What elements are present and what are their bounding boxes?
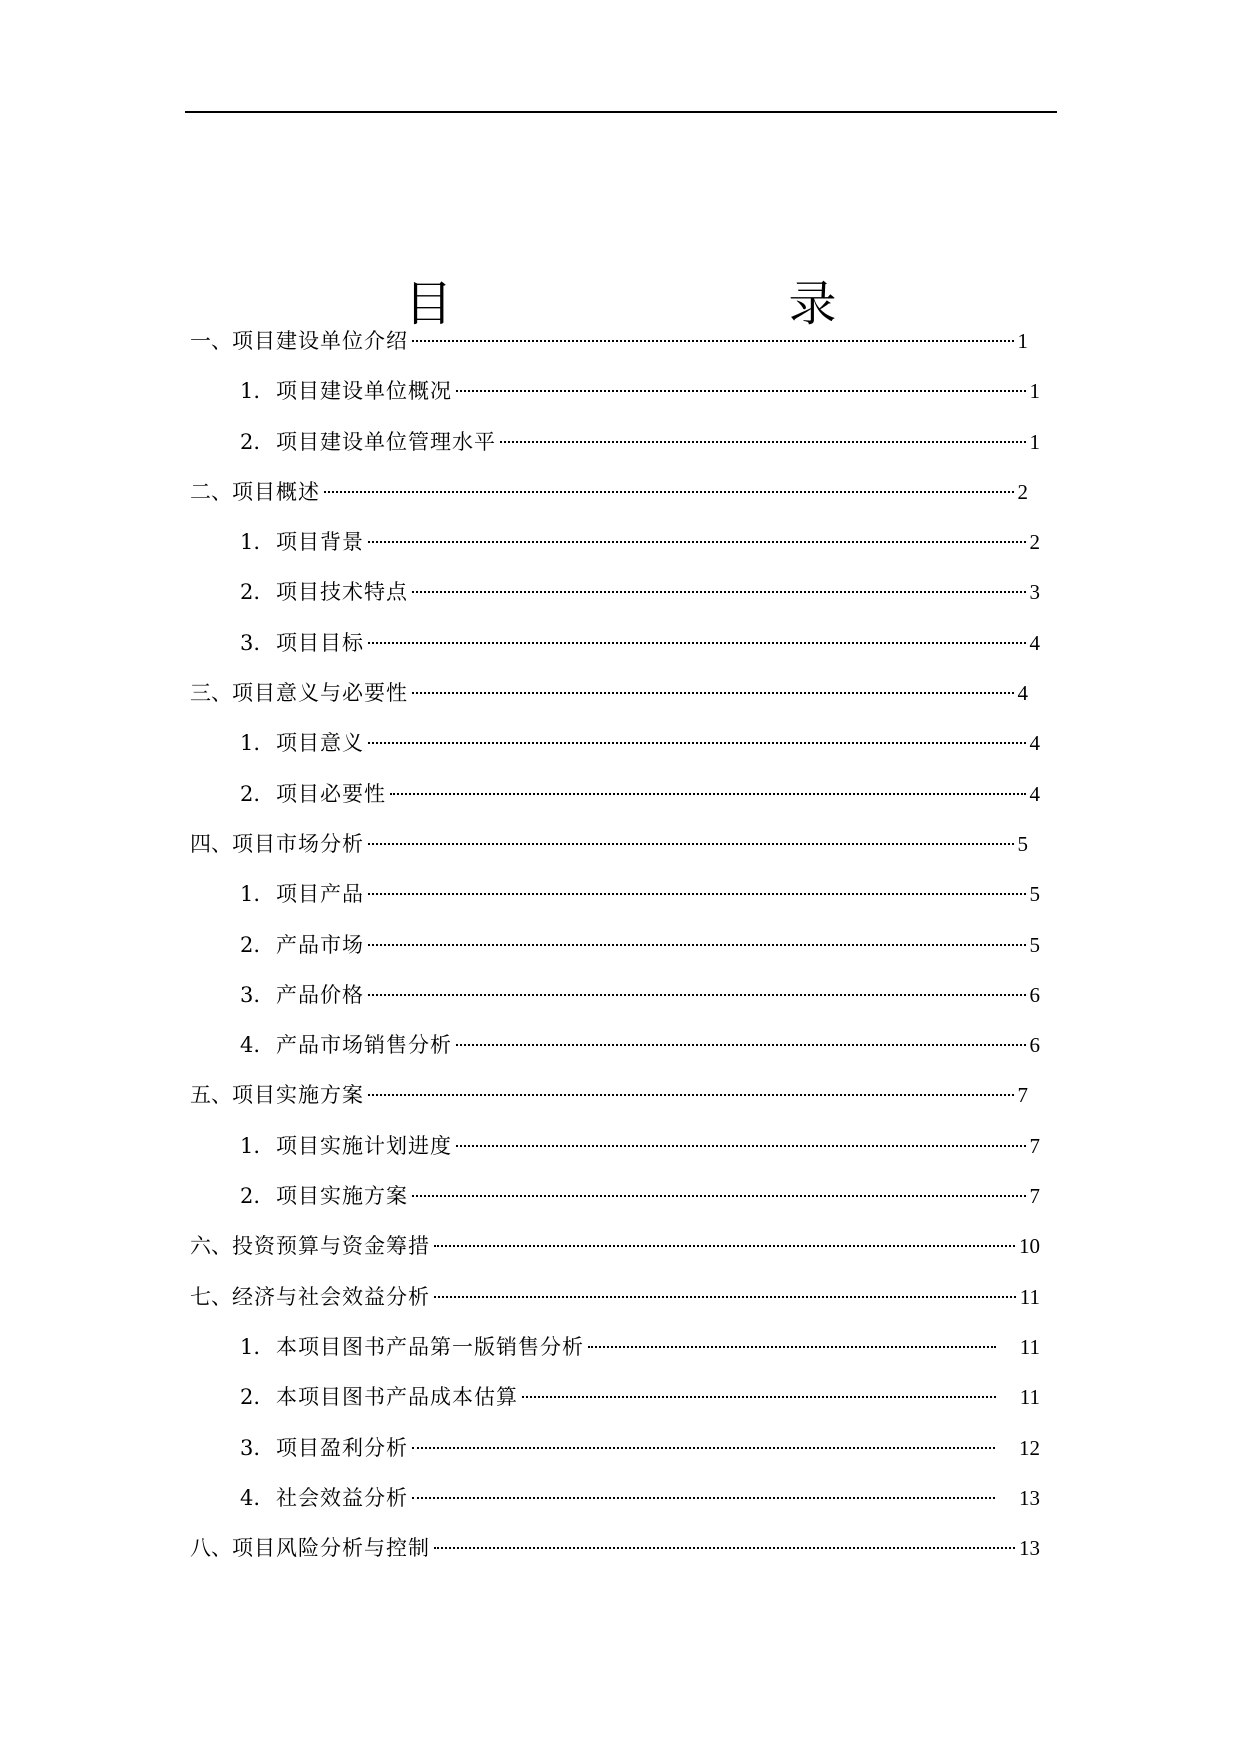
toc-dot-leader (368, 742, 1025, 744)
toc-entry-title: 项目概述 (232, 479, 320, 504)
toc-dot-leader (500, 441, 1025, 443)
toc-page-number: 6 (1029, 982, 1040, 1007)
toc-entry-title: 项目背景 (276, 530, 365, 555)
toc-entry-title: 产品市场销售分析 (276, 1033, 453, 1058)
toc-subsection-entry[interactable] (190, 972, 1040, 1022)
toc-subsection-entry[interactable] (190, 569, 1040, 619)
toc-subsection-entry[interactable] (190, 620, 1040, 670)
toc-page-number: 11 (1019, 1284, 1040, 1309)
toc-entry-number: 2. (240, 580, 261, 605)
toc-page-number: 1 (1029, 429, 1040, 454)
toc-entry-number: 2. (240, 781, 261, 806)
toc-subsection-entry[interactable] (190, 419, 1040, 469)
table-of-contents (190, 318, 1040, 1575)
toc-entry-title: 产品价格 (276, 982, 365, 1007)
toc-entry-title: 项目风险分析与控制 (232, 1536, 430, 1561)
toc-dot-leader (390, 793, 1025, 795)
toc-entry-number: 七、 (190, 1284, 232, 1309)
toc-subsection-entry[interactable] (190, 519, 1040, 569)
toc-page-number: 4 (1029, 630, 1040, 655)
toc-page-number: 1 (1029, 379, 1040, 404)
toc-entry-number: 2. (240, 932, 261, 957)
toc-section-entry[interactable] (190, 1223, 1040, 1273)
toc-entry-title: 项目建设单位管理水平 (276, 429, 497, 454)
toc-entry-number: 四、 (190, 831, 232, 856)
toc-dot-leader (368, 994, 1025, 996)
toc-dot-leader (412, 692, 1014, 694)
toc-subsection-entry[interactable] (190, 368, 1040, 418)
toc-dot-leader (434, 1296, 1016, 1298)
toc-entry-number: 3. (240, 630, 261, 655)
toc-dot-leader (412, 591, 1025, 593)
toc-page-number: 13 (1019, 1485, 1040, 1510)
toc-entry-number: 二、 (190, 479, 232, 504)
toc-page-number: 5 (1029, 932, 1040, 957)
toc-subsection-entry[interactable] (190, 922, 1040, 972)
toc-entry-number: 2. (240, 1184, 261, 1209)
toc-entry-title: 项目意义与必要性 (232, 681, 408, 706)
toc-dot-leader (412, 340, 1014, 342)
toc-title: 目 录 (404, 276, 917, 333)
toc-entry-title: 项目市场分析 (232, 831, 364, 856)
toc-dot-leader (456, 1044, 1025, 1046)
toc-entry-title: 项目必要性 (276, 781, 387, 806)
toc-entry-title: 产品市场 (276, 932, 365, 957)
toc-entry-title: 项目产品 (276, 882, 365, 907)
toc-page-number: 7 (1017, 1083, 1028, 1108)
toc-entry-title: 项目实施方案 (232, 1083, 364, 1108)
toc-entry-number: 2. (240, 1385, 261, 1410)
toc-dot-leader (368, 1094, 1014, 1096)
toc-entry-number: 3. (240, 982, 261, 1007)
toc-entry-title: 经济与社会效益分析 (232, 1284, 430, 1309)
toc-section-entry[interactable] (190, 318, 1040, 368)
toc-page-number: 3 (1029, 580, 1040, 605)
toc-entry-number: 八、 (190, 1536, 232, 1561)
header-rule (185, 111, 1057, 113)
toc-dot-leader (368, 642, 1025, 644)
toc-dot-leader (368, 843, 1014, 845)
toc-dot-leader (368, 944, 1025, 946)
toc-dot-leader (434, 1547, 1015, 1549)
toc-page-number: 2 (1017, 479, 1028, 504)
toc-entry-number: 1. (240, 530, 261, 555)
toc-page-number: 11 (1019, 1334, 1040, 1359)
toc-entry-number: 1. (240, 1133, 261, 1158)
toc-subsection-entry[interactable] (190, 1374, 1040, 1424)
toc-page-number: 5 (1029, 882, 1040, 907)
toc-entry-number: 2. (240, 429, 261, 454)
toc-entry-number: 1. (240, 1334, 261, 1359)
toc-page-number: 12 (1019, 1435, 1040, 1460)
toc-entry-title: 项目建设单位介绍 (232, 329, 408, 353)
toc-page-number: 13 (1019, 1536, 1040, 1561)
toc-page-number: 6 (1029, 1033, 1040, 1058)
toc-entry-number: 一、 (190, 329, 232, 353)
toc-dot-leader (434, 1245, 1015, 1247)
toc-entry-number: 1. (240, 379, 261, 404)
toc-entry-title: 本项目图书产品成本估算 (276, 1385, 519, 1410)
toc-entry-number: 3. (240, 1435, 261, 1460)
toc-dot-leader (456, 1145, 1025, 1147)
toc-dot-leader (368, 893, 1025, 895)
toc-dot-leader (412, 1447, 995, 1449)
toc-section-entry[interactable] (190, 821, 1040, 871)
toc-entry-number: 4. (240, 1485, 261, 1510)
toc-entry-title: 本项目图书产品第一版销售分析 (276, 1334, 585, 1359)
toc-dot-leader (412, 1195, 1025, 1197)
toc-page-number: 2 (1029, 530, 1040, 555)
toc-page-number: 4 (1017, 681, 1028, 706)
toc-dot-leader (456, 390, 1025, 392)
toc-entry-title: 投资预算与资金筹措 (232, 1234, 430, 1259)
toc-page-number: 4 (1029, 731, 1040, 756)
toc-page-number: 7 (1029, 1133, 1040, 1158)
toc-page-number: 7 (1029, 1184, 1040, 1209)
toc-subsection-entry[interactable] (190, 1173, 1040, 1223)
toc-dot-leader (522, 1396, 996, 1398)
toc-entry-title: 项目实施方案 (276, 1184, 409, 1209)
toc-subsection-entry[interactable] (190, 720, 1040, 770)
toc-entry-title: 项目盈利分析 (276, 1435, 409, 1460)
toc-dot-leader (412, 1497, 995, 1499)
toc-dot-leader (324, 491, 1014, 493)
toc-subsection-entry[interactable] (190, 1123, 1040, 1173)
toc-entry-number: 三、 (190, 681, 232, 706)
toc-subsection-entry[interactable] (190, 1324, 1040, 1374)
toc-entry-number: 五、 (190, 1083, 232, 1108)
toc-page-number: 1 (1017, 329, 1028, 353)
toc-section-entry[interactable] (190, 469, 1040, 519)
toc-page-number: 11 (1019, 1385, 1040, 1410)
toc-subsection-entry[interactable] (190, 1475, 1040, 1525)
toc-subsection-entry[interactable] (190, 1425, 1040, 1475)
toc-page-number: 10 (1019, 1234, 1040, 1259)
toc-entry-title: 项目技术特点 (276, 580, 409, 605)
toc-subsection-entry[interactable] (190, 1022, 1040, 1072)
toc-entry-title: 项目实施计划进度 (276, 1133, 453, 1158)
toc-entry-number: 1. (240, 882, 261, 907)
toc-page-number: 5 (1017, 831, 1028, 856)
toc-dot-leader (368, 541, 1025, 543)
toc-entry-title: 项目目标 (276, 630, 365, 655)
toc-dot-leader (588, 1346, 996, 1348)
toc-section-entry[interactable] (190, 1274, 1040, 1324)
toc-entry-title: 项目建设单位概况 (276, 379, 453, 404)
toc-section-entry[interactable] (190, 1525, 1040, 1575)
toc-entry-number: 4. (240, 1033, 261, 1058)
toc-entry-title: 社会效益分析 (276, 1485, 409, 1510)
toc-entry-number: 六、 (190, 1234, 232, 1259)
toc-entry-title: 项目意义 (276, 731, 365, 756)
toc-subsection-entry[interactable] (190, 871, 1040, 921)
toc-page-number: 4 (1029, 781, 1040, 806)
toc-section-entry[interactable] (190, 1072, 1040, 1122)
toc-subsection-entry[interactable] (190, 771, 1040, 821)
toc-entry-number: 1. (240, 731, 261, 756)
toc-section-entry[interactable] (190, 670, 1040, 720)
